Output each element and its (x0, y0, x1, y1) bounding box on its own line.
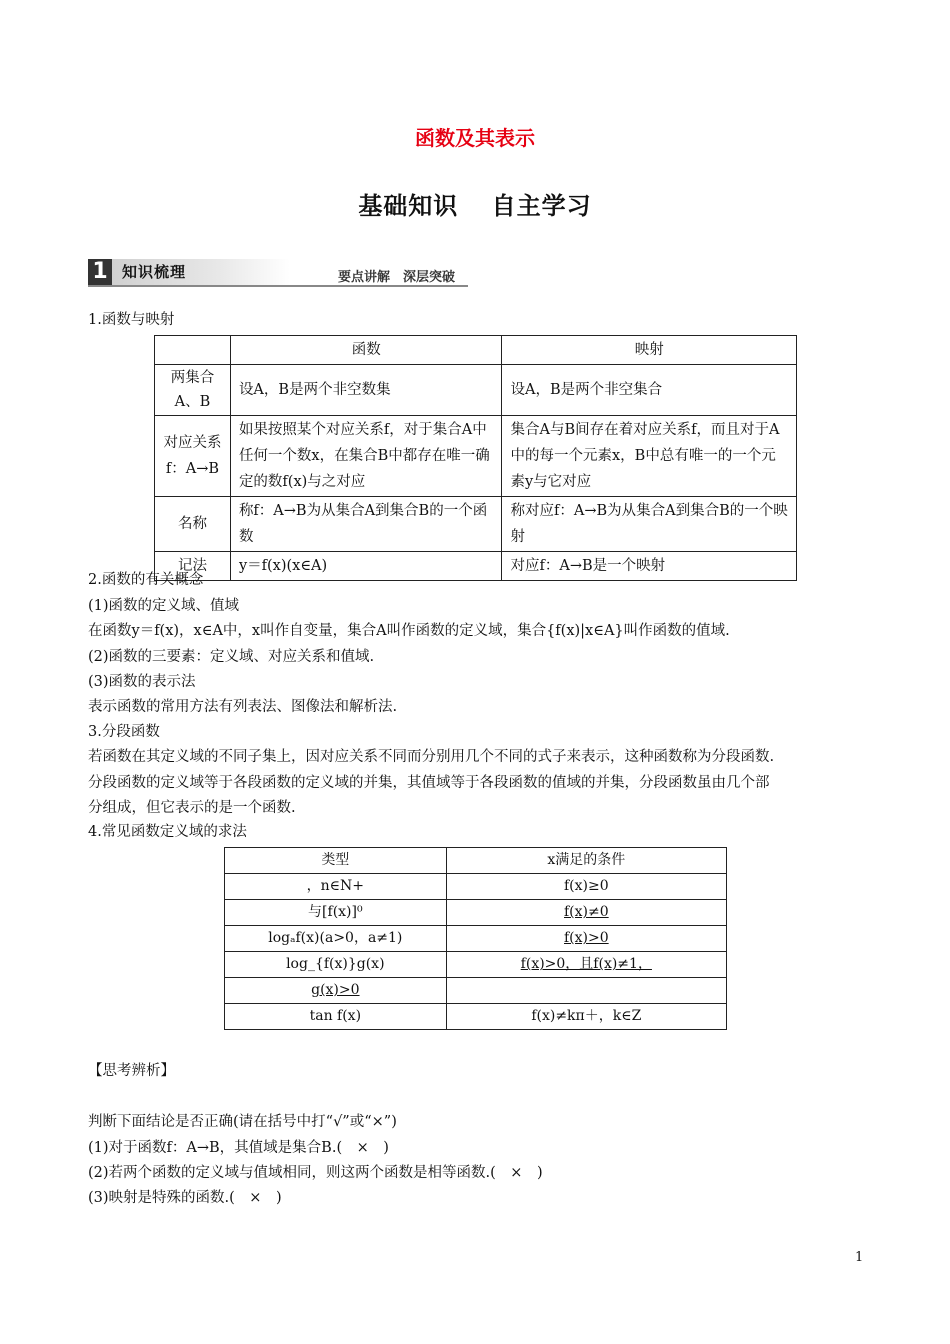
type-cell: log_{f(x)}g(x) (225, 952, 447, 978)
mapping-cell: 对应f：A→B是一个映射 (502, 552, 797, 581)
banner-part-1: 基础知识 (358, 192, 459, 220)
paragraph: (3)函数的表示法 (88, 674, 196, 690)
table-header-cell: 函数 (230, 336, 502, 365)
table-cell (155, 336, 231, 365)
heading-1: 1.函数与映射 (88, 312, 175, 328)
paragraph: 在函数y＝f(x)，x∈A中，x叫作自变量，集合A叫作函数的定义域，集合{f(x)|x∈A}叫作函数的值域. (88, 623, 730, 639)
type-cell: g(x)>0 (225, 978, 447, 1004)
table-row (225, 978, 727, 1004)
mapping-cell: 设A，B是两个非空集合 (502, 365, 797, 416)
section-banner-title (0, 186, 950, 221)
row-label: 记法 (155, 552, 231, 581)
table-header-cell: x满足的条件 (446, 848, 726, 874)
type-cell: 与[f(x)]⁰ (225, 900, 447, 926)
domain-conditions-table (224, 847, 727, 1030)
table-header-cell: 类型 (225, 848, 447, 874)
think-intro: 判断下面结论是否正确(请在括号中打“√”或“×”) (88, 1114, 397, 1130)
table-row (225, 848, 727, 874)
think-item: (2)若两个函数的定义域与值域相同，则这两个函数是相等函数.( × ) (88, 1165, 543, 1181)
banner-part-2: 自主学习 (491, 192, 592, 220)
paragraph: 表示函数的常用方法有列表法、图像法和解析法. (88, 699, 398, 715)
function-mapping-table (154, 335, 797, 581)
table-row (155, 336, 797, 365)
table-row (155, 552, 797, 581)
table-row (225, 952, 727, 978)
think-item: (3)映射是特殊的函数.( × ) (88, 1190, 282, 1206)
table-row (225, 900, 727, 926)
think-heading: 【思考辨析】 (88, 1063, 175, 1079)
condition-cell: f(x)≠0 (446, 900, 726, 926)
table-row (225, 1004, 727, 1030)
paragraph: (2)函数的三要素：定义域、对应关系和值域. (88, 649, 375, 665)
table-row (155, 416, 797, 497)
function-cell: 称f：A→B为从集合A到集合B的一个函数 (230, 497, 502, 552)
table-row (155, 497, 797, 552)
heading-3: 3.分段函数 (88, 724, 160, 740)
table-row (155, 365, 797, 416)
section-number: 1 (88, 259, 112, 285)
heading-4: 4.常见函数定义域的求法 (88, 824, 247, 840)
condition-cell: f(x)≥0 (446, 874, 726, 900)
paragraph: 分段函数的定义域等于各段函数的定义域的并集，其值域等于各段函数的值域的并集，分段函数虽由几个部 (88, 775, 770, 791)
table-header-cell: 映射 (502, 336, 797, 365)
row-label: 两集合A、B (155, 365, 231, 416)
function-cell: y＝f(x)(x∈A) (230, 552, 502, 581)
paragraph: 分组成，但它表示的是一个函数. (88, 800, 296, 816)
think-item: (1)对于函数f：A→B，其值域是集合B.( × ) (88, 1140, 389, 1156)
mapping-cell: 集合A与B间存在着对应关系f，而且对于A中的每一个元素x，B中总有唯一的一个元素y与它对应 (502, 416, 797, 497)
paragraph: (1)函数的定义域、值域 (88, 598, 240, 614)
heading-2: 2.函数的有关概念 (88, 572, 204, 588)
section-header (88, 259, 468, 287)
section-label: 知识梳理 (112, 259, 290, 285)
table-row (225, 926, 727, 952)
row-label: 对应关系f：A→B (155, 416, 231, 497)
paragraph: 若函数在其定义域的不同子集上，因对应关系不同而分别用几个不同的式子来表示，这种函数称为分段函数. (88, 749, 775, 765)
section-subtitle: 要点讲解 深层突破 (338, 270, 456, 285)
mapping-cell: 称对应f：A→B为从集合A到集合B的一个映射 (502, 497, 797, 552)
function-cell: 如果按照某个对应关系f，对于集合A中任何一个数x，在集合B中都存在唯一确定的数f(x)与之对应 (230, 416, 502, 497)
type-cell: ，n∈N+ (225, 874, 447, 900)
row-label: 名称 (155, 497, 231, 552)
condition-cell: f(x)≠kπ＋，k∈Z (446, 1004, 726, 1030)
condition-cell (446, 978, 726, 1004)
table-row (225, 874, 727, 900)
type-cell: logₐf(x)(a>0，a≠1) (225, 926, 447, 952)
page-number: 1 (855, 1250, 864, 1265)
condition-cell: f(x)>0 (446, 926, 726, 952)
function-cell: 设A，B是两个非空数集 (230, 365, 502, 416)
condition-cell: f(x)>0，且f(x)≠1， (446, 952, 726, 978)
section-rule (88, 285, 468, 287)
document-title: 函数及其表示 (415, 126, 535, 150)
type-cell: tan f(x) (225, 1004, 447, 1030)
